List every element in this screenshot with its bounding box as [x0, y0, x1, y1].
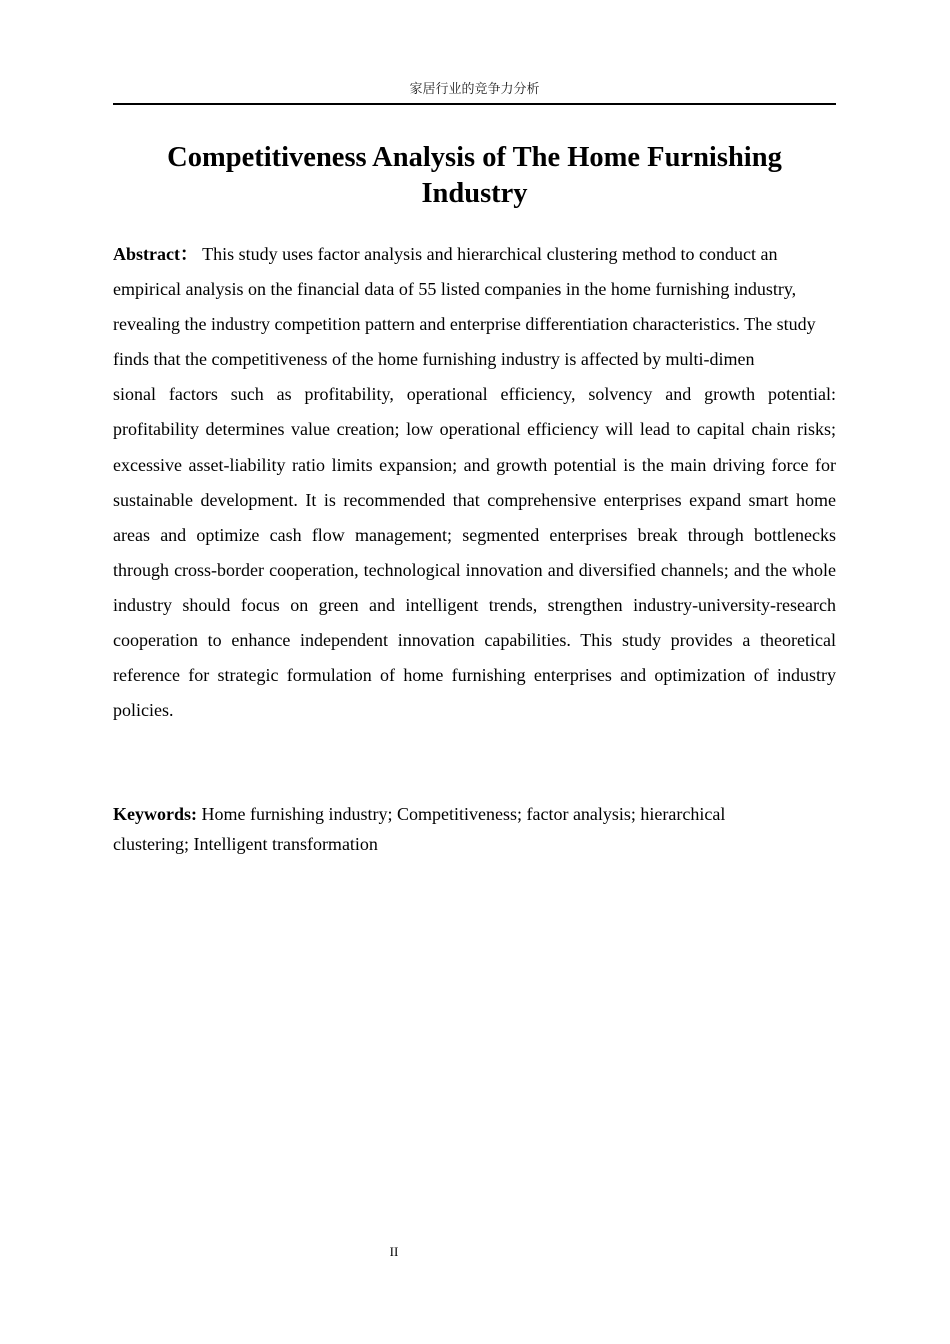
- abstract-paragraph-1: [113, 237, 836, 377]
- document-title: Competitiveness Analysis of The Home Furnishing Industry: [167, 142, 782, 209]
- page-number: II: [389, 1244, 399, 1259]
- abstract-text-1: This study uses factor analysis and hierarchical clustering method to conduct an empirical analysis on the financial data of 55 listed companies in the home furnishing industry, revealing the industry competition pattern and enterprise differentiation characteristics. The study finds that the competitiveness of the home furnishing industry is affected by multi-dimen: [113, 244, 816, 370]
- keywords-text: Home furnishing industry; Competitiveness; factor analysis; hierarchical clustering; Intelligent transformation: [113, 804, 726, 854]
- keywords-label: Keywords:: [113, 804, 197, 824]
- abstract-text-2: sional factors such as profitability, operational efficiency, solvency and growth potential: profitability determines value creation; low operational efficiency will lead to capital chain risks; excessive asset-liability ratio limits expansion; and growth potential is the main driving force for sustainable development. It is recommended that comprehensive enterprises expand smart home areas and optimize cash flow management; segmented enterprises break through bottlenecks through cross-border cooperation, technological innovation and diversified channels; and the whole industry should focus on green and intelligent trends, strengthen industry-university-research cooperation to enhance independent innovation capabilities. This study provides a theoretical reference for strategic formulation of home furnishing enterprises and optimization of industry policies.: [113, 384, 836, 721]
- abstract-label: Abstract：: [113, 244, 198, 264]
- abstract-paragraph-2: [113, 377, 836, 728]
- header-divider: [113, 103, 836, 105]
- abstract-section: [113, 237, 836, 728]
- keywords-section: [113, 799, 793, 859]
- running-header: 家居行业的竞争力分析: [409, 82, 540, 97]
